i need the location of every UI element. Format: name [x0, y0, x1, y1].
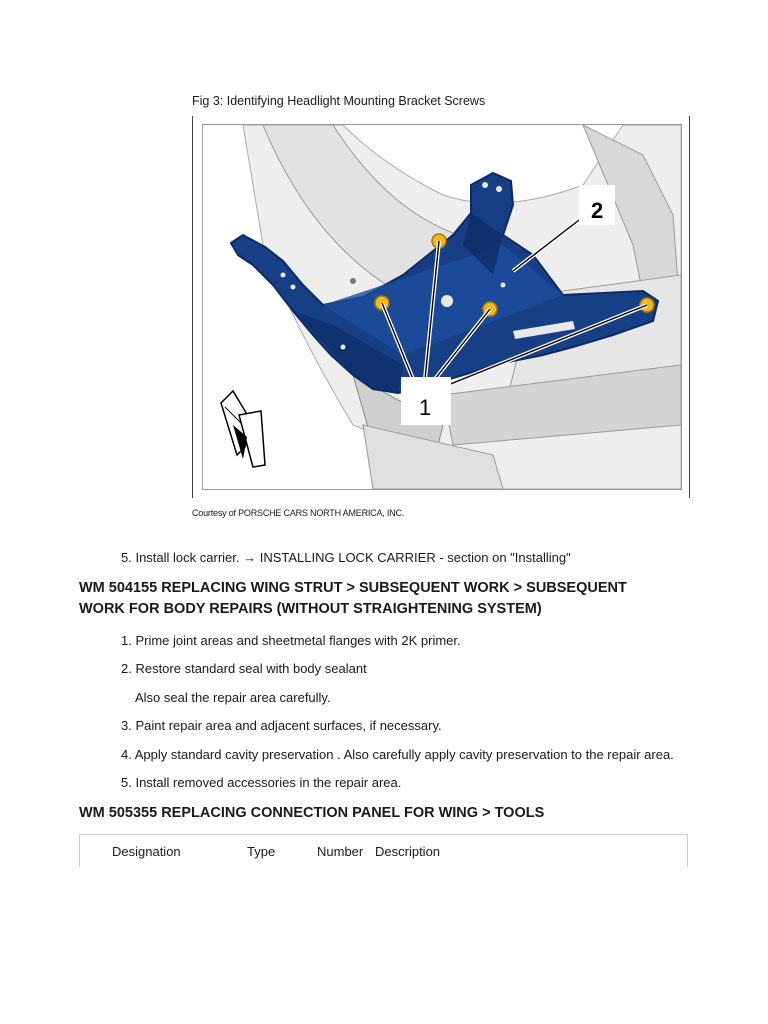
list-item-note: Also seal the repair area carefully.	[135, 690, 331, 705]
callout-label-1: 1	[419, 395, 432, 420]
section-heading-line-1: WM 504155 REPLACING WING STRUT > SUBSEQUENT WORK > SUBSEQUENT	[79, 580, 627, 596]
vehicle-orientation-icon	[221, 391, 265, 467]
figure-credit: Courtesy of PORSCHE CARS NORTH AMERICA, INC.	[192, 508, 405, 518]
list-item: 1. Prime joint areas and sheetmetal flanges with 2K primer.	[121, 633, 461, 648]
figure-caption: Fig 3: Identifying Headlight Mounting Bracket Screws	[192, 94, 486, 108]
tools-table	[79, 834, 688, 867]
headlight-bracket-illustration	[202, 124, 682, 490]
column-header-type: Type	[247, 844, 276, 859]
section-heading-line-2: WORK FOR BODY REPAIRS (WITHOUT STRAIGHTENING SYSTEM)	[79, 601, 542, 617]
column-header-designation: Designation	[112, 844, 181, 859]
list-item: 2. Restore standard seal with body sealant	[121, 661, 367, 676]
section-heading-tools: WM 505355 REPLACING CONNECTION PANEL FOR WING > TOOLS	[79, 805, 545, 821]
callout-label-2: 2	[591, 198, 604, 223]
section-heading-subsequent-work	[79, 578, 627, 620]
list-item: 3. Paint repair area and adjacent surfaces, if necessary.	[121, 718, 442, 733]
install-lock-carrier-step: 5. Install lock carrier. → INSTALLING LOCK CARRIER - section on "Installing"	[121, 550, 571, 565]
list-item: 5. Install removed accessories in the repair area.	[121, 775, 402, 790]
column-header-number: Number	[317, 844, 364, 859]
list-item: 4. Apply standard cavity preservation . Also carefully apply cavity preservation to the repair area.	[121, 747, 674, 762]
column-header-description: Description	[375, 844, 441, 859]
figure-frame	[192, 116, 690, 498]
